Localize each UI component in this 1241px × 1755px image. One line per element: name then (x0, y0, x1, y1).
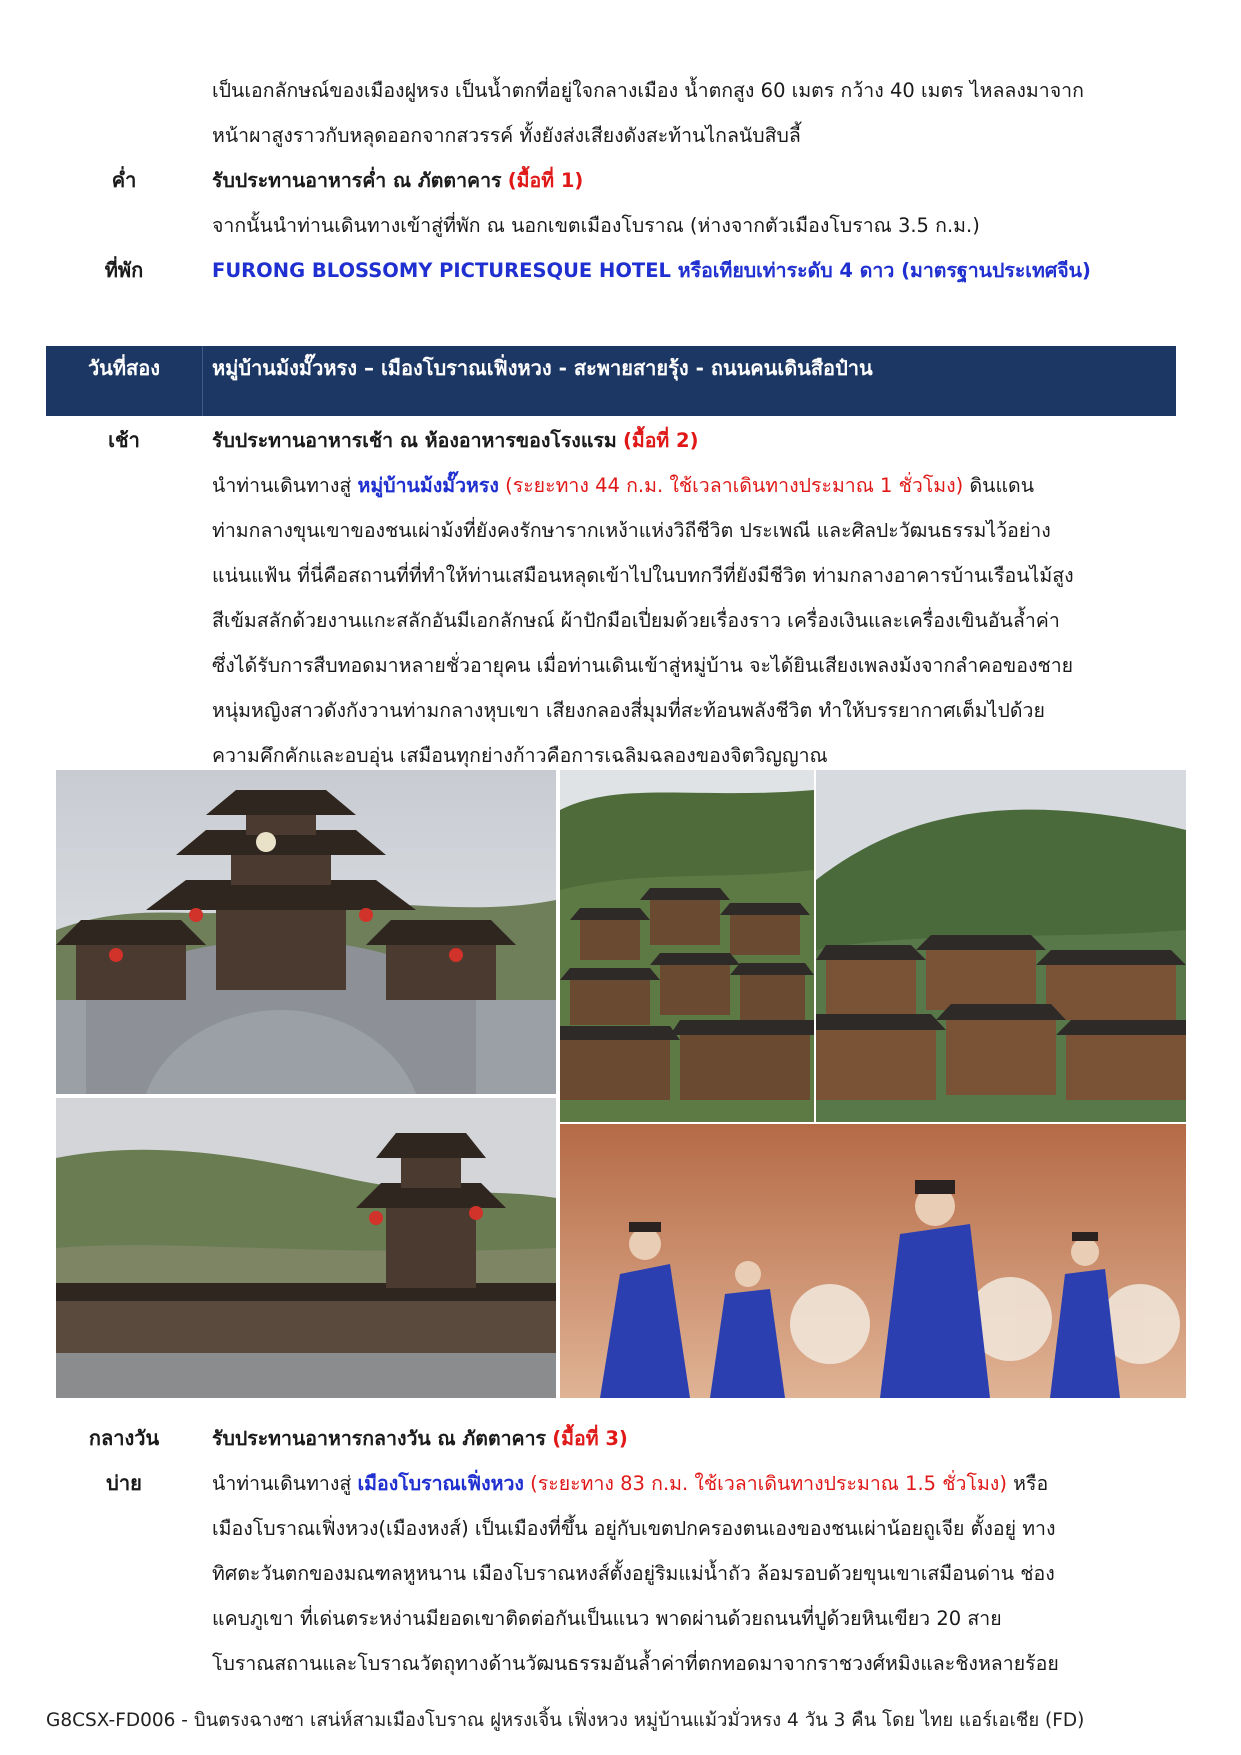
breakfast-text (212, 418, 1222, 778)
breakfast-meal-number: (มื้อที่ 2) (622, 429, 699, 452)
travel-distance: (ระยะทาง 44 ก.ม. ใช้เวลาเดินทางประมาณ 1 ชั่วโมง) (505, 474, 964, 497)
intro-text (212, 68, 1222, 158)
day2-label: วันที่สอง (87, 356, 161, 380)
dinner-meal-number: (มื้อที่ 1) (507, 169, 584, 192)
destination-name: หมู่บ้านม้งมั๊วหรง (357, 474, 499, 497)
paragraph-line: หนุ่มหญิงสาวดังกังวานท่ามกลางหุบเขา เสียงกลองสี่มุมที่สะท้อนพลังชีวิต ทำให้บรรยากาศเต็มไปด้วย (212, 699, 1045, 722)
dinner-text (212, 158, 1222, 248)
dinner-label: ค่ำ (111, 168, 137, 192)
breakfast-meal-text: รับประทานอาหารเช้า ณ ห้องอาหารของโรงแรม (212, 429, 617, 452)
miao-dancers-photo (560, 1124, 1186, 1398)
lunch-label: กลางวัน (88, 1426, 160, 1450)
intro-line: เป็นเอกลักษณ์ของเมืองฝูหรง เป็นน้ำตกที่อยู่ใจกลางเมือง น้ำตกสูง 60 เมตร กว้าง 40 เมตร ไหลลงมาจาก (212, 79, 1084, 102)
paragraph-line: แน่นแฟ้น ที่นี่คือสถานที่ที่ทำให้ท่านเสมือนหลุดเข้าไปในบทกวีที่ยังมีชีวิต ท่ามกลางอาคารบ้านเรือนไม้สูง (212, 564, 1074, 587)
lunch-meal-number: (มื้อที่ 3) (552, 1427, 628, 1450)
document-footer: G8CSX-FD006 - บินตรงฉางซา เสน่ห์สามเมืองโบราณ ฝูหรงเจิ้น เฟิ่งหวง หมู่บ้านแม้วมั่วหรง 4 วัน 3 คืน โดย ไทย แอร์เอเชีย (FD) (46, 1710, 1085, 1731)
paragraph-line: ความคึกคักและอบอุ่น เสมือนทุกย่างก้าวคือการเฉลิมฉลองของจิตวิญญาณ (212, 744, 828, 767)
lunch-meal-text: รับประทานอาหารกลางวัน ณ ภัตตาคาร (212, 1427, 547, 1450)
afternoon-paragraph-first-line: นำท่านเดินทางสู่ เมืองโบราณเฟิ่งหวง (ระยะทาง 83 ก.ม. ใช้เวลาเดินทางประมาณ 1.5 ชั่วโมง) หรือ (212, 1472, 1049, 1495)
breakfast-label: เช้า (108, 428, 140, 452)
hotel-text (212, 248, 1222, 293)
paragraph-line: สีเข้มสลักด้วยงานแกะสลักอันมีเอกลักษณ์ ผ้าปักมือเปี่ยมด้วยเรื่องราว เครื่องเงินและเครื่องเขินอันล้ำค่า (212, 609, 1060, 632)
dinner-transfer-line: จากนั้นนำท่านเดินทางเข้าสู่ที่พัก ณ นอกเขตเมืองโบราณ (ห่างจากตัวเมืองโบราณ 3.5 ก.ม.) (212, 214, 980, 237)
afternoon-text (212, 1461, 1222, 1686)
paragraph-line: ทิศตะวันตกของมณฑลหูหนาน เมืองโบราณหงส์ตั้งอยู่ริมแม่น้ำถัว ล้อมรอบด้วยขุนเขาเสมือนด่าน ช่อง (212, 1562, 1055, 1585)
paragraph-line: โบราณสถานและโบราณวัตถุทางด้านวัฒนธรรมอันล้ำค่าที่ตกทอดมาจากราชวงศ์หมิงและชิงหลายร้อย (212, 1652, 1059, 1675)
hotel-label: ที่พัก (104, 258, 144, 282)
paragraph-line: ซึ่งได้รับการสืบทอดมาหลายชั่วอายุคน เมื่อท่านเดินเข้าสู่หมู่บ้าน จะได้ยินเสียงเพลงม้งจากลำคอของชาย (212, 654, 1074, 677)
day2-title: หมู่บ้านม้งมั๊วหรง – เมืองโบราณเฟิ่งหวง - สะพายสายรุ้ง - ถนนคนเดินสือป๋าน (212, 356, 873, 380)
intro-line: หน้าผาสูงราวกับหลุดออกจากสวรรค์ ทั้งยังส่งเสียงดังสะท้านไกลนับสิบลี้ (212, 124, 801, 147)
afternoon-label: บ่าย (106, 1471, 142, 1495)
hillside-village-photo (560, 770, 814, 1122)
village-gate-photo (56, 770, 556, 1094)
paragraph-line: แคบภูเขา ที่เด่นตระหง่านมียอดเขาติดต่อกันเป็นแนว พาดผ่านด้วยถนนที่ปูด้วยหินเขียว 20 สาย (212, 1607, 1002, 1630)
covered-bridge-photo (56, 1098, 556, 1398)
day-band-divider (202, 346, 203, 416)
destination-name: เมืองโบราณเฟิ่งหวง (357, 1472, 524, 1495)
breakfast-paragraph-first-line: นำท่านเดินทางสู่ หมู่บ้านม้งมั๊วหรง (ระยะทาง 44 ก.ม. ใช้เวลาเดินทางประมาณ 1 ชั่วโมง) ดินแดน (212, 474, 1035, 497)
hotel-name: FURONG BLOSSOMY PICTURESQUE HOTEL หรือเทียบเท่าระดับ 4 ดาว (มาตรฐานประเทศจีน) (212, 259, 1091, 282)
wooden-houses-photo (816, 770, 1186, 1122)
dinner-meal-text: รับประทานอาหารค่ำ ณ ภัตตาคาร (212, 169, 502, 192)
paragraph-line: เมืองโบราณเฟิ่งหวง(เมืองหงส์) เป็นเมืองที่ขึ้น อยู่กับเขตปกครองตนเองของชนเผ่าน้อยถูเจีย ตั้งอยู่ ทาง (212, 1517, 1056, 1540)
day2-header-band (46, 346, 1176, 416)
paragraph-line: ท่ามกลางขุนเขาของชนเผ่าม้งที่ยังคงรักษารากเหง้าแห่งวิถีชีวิต ประเพณี และศิลปะวัฒนธรรมไว้อย่าง (212, 519, 1051, 542)
lunch-text (212, 1416, 1222, 1461)
travel-distance: (ระยะทาง 83 ก.ม. ใช้เวลาเดินทางประมาณ 1.5 ชั่วโมง) (530, 1472, 1007, 1495)
